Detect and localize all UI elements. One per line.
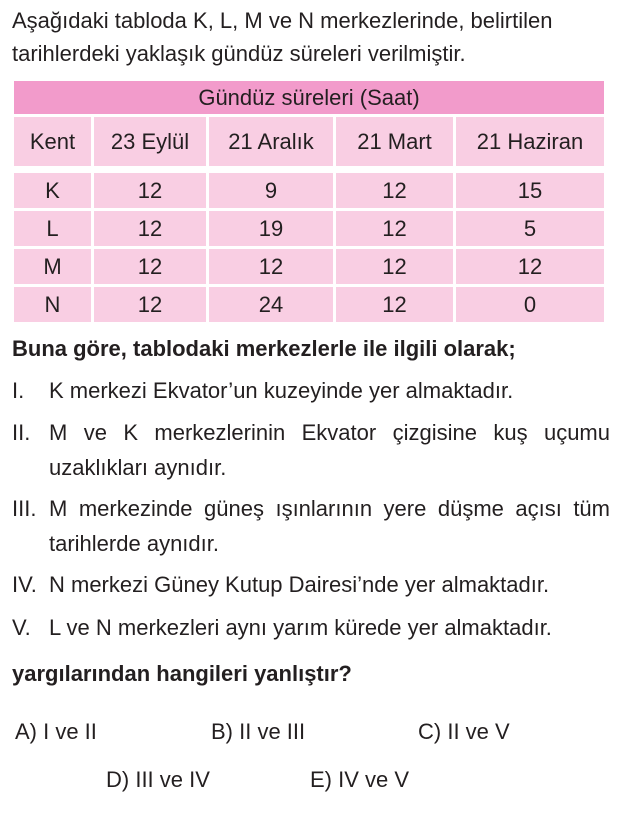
statement-number: II. bbox=[12, 420, 31, 445]
statement-text: N merkezi Güney Kutup Dairesi’nde yer almaktadır. bbox=[49, 572, 550, 597]
table-header-row bbox=[14, 117, 604, 166]
table-cell: 19 bbox=[209, 211, 333, 246]
table-cell: L bbox=[14, 211, 91, 246]
header-21-aralik: 21 Aralık bbox=[209, 117, 333, 166]
statement-number: I. bbox=[12, 378, 25, 403]
table-title: Gündüz süreleri (Saat) bbox=[14, 81, 604, 114]
table-row bbox=[14, 249, 604, 284]
statement-2 bbox=[12, 415, 610, 485]
statement-text: L ve N merkezleri aynı yarım kürede yer almaktadır. bbox=[49, 615, 552, 640]
table-row bbox=[14, 173, 604, 208]
table-cell: 12 bbox=[94, 249, 206, 284]
option-b[interactable]: B) II ve III bbox=[211, 719, 306, 744]
statement-number: III. bbox=[12, 496, 37, 521]
daylight-table bbox=[14, 81, 604, 325]
option-e[interactable]: E) IV ve V bbox=[310, 767, 410, 792]
table-cell: 0 bbox=[456, 287, 604, 322]
table-cell: K bbox=[14, 173, 91, 208]
table-cell: 12 bbox=[94, 173, 206, 208]
table-cell: M bbox=[14, 249, 91, 284]
option-d[interactable]: D) III ve IV bbox=[106, 767, 210, 792]
statement-5 bbox=[12, 610, 610, 645]
option-a[interactable]: A) I ve II bbox=[15, 719, 97, 744]
table-cell: 12 bbox=[209, 249, 333, 284]
statement-text: M ve K merkezlerinin Ekvator çizgisine kuş uçumu uzaklıkları aynıdır. bbox=[49, 420, 610, 480]
statement-number: V. bbox=[12, 615, 31, 640]
table-cell: 9 bbox=[209, 173, 333, 208]
table-cell: 12 bbox=[456, 249, 604, 284]
table-cell: 15 bbox=[456, 173, 604, 208]
question-stem: Buna göre, tablodaki merkezlerle ile ilgili olarak; bbox=[12, 336, 516, 361]
table-row bbox=[14, 211, 604, 246]
table-cell: 12 bbox=[336, 249, 453, 284]
statement-text: M merkezinde güneş ışınlarının yere düşme açısı tüm tarihlerde aynıdır. bbox=[49, 496, 610, 556]
header-21-haziran: 21 Haziran bbox=[456, 117, 604, 166]
statement-4 bbox=[12, 567, 610, 602]
table-cell: 5 bbox=[456, 211, 604, 246]
statement-3 bbox=[12, 491, 610, 561]
header-21-mart: 21 Mart bbox=[336, 117, 453, 166]
table-cell: N bbox=[14, 287, 91, 322]
table-row bbox=[14, 287, 604, 322]
table-cell: 12 bbox=[336, 211, 453, 246]
table-cell: 24 bbox=[209, 287, 333, 322]
statement-number: IV. bbox=[12, 572, 37, 597]
question-prompt: yargılarından hangileri yanlıştır? bbox=[12, 661, 352, 686]
statement-text: K merkezi Ekvator’un kuzeyinde yer almaktadır. bbox=[49, 378, 514, 403]
statement-1 bbox=[12, 373, 610, 408]
option-c[interactable]: C) II ve V bbox=[418, 719, 510, 744]
header-23-eylul: 23 Eylül bbox=[94, 117, 206, 166]
table-cell: 12 bbox=[336, 287, 453, 322]
question-intro: Aşağıdaki tabloda K, L, M ve N merkezlerinde, belirtilen tarihlerdeki yaklaşık gündüz süreleri verilmiştir. bbox=[12, 8, 553, 66]
table-cell: 12 bbox=[94, 211, 206, 246]
table-cell: 12 bbox=[94, 287, 206, 322]
table-cell: 12 bbox=[336, 173, 453, 208]
header-kent: Kent bbox=[14, 117, 91, 166]
